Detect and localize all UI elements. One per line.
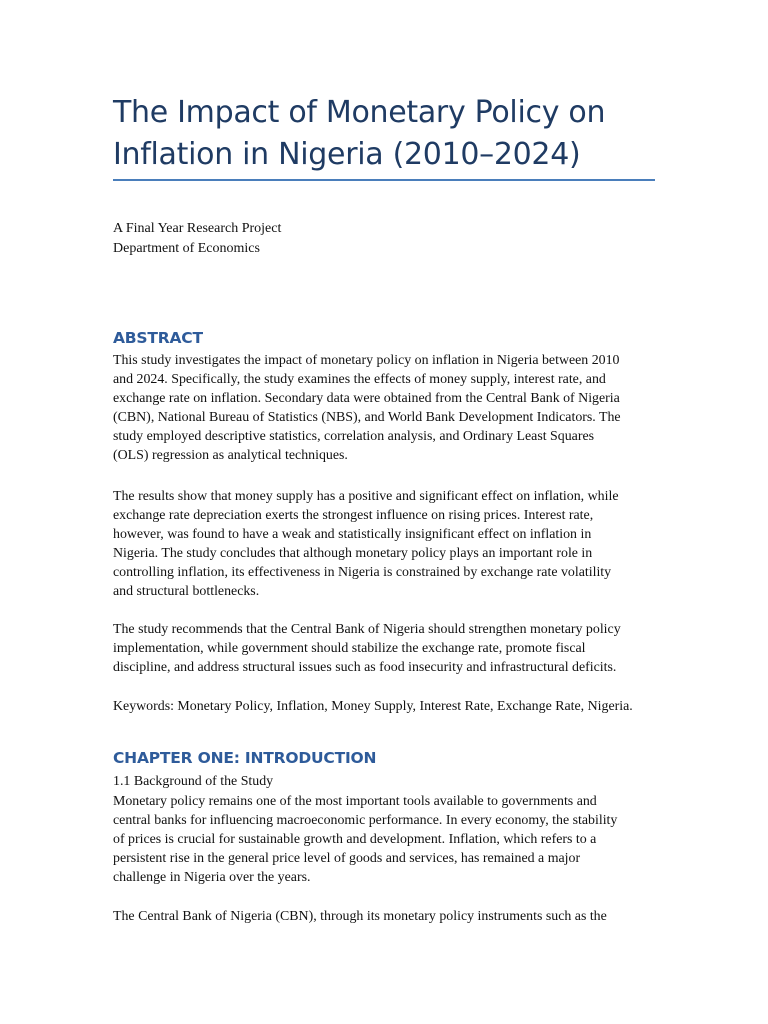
text-line: (OLS) regression as analytical techniques. [113,448,348,464]
subtitle-department-line: Department of Economics [113,240,260,256]
abstract-paragraph-2 [113,487,658,601]
text-line: and 2024. Specifically, the study examines the effects of money supply, interest rate, and [113,372,606,388]
title-underline-rule [113,179,655,181]
text-line: exchange rate on inflation. Secondary data were obtained from the Central Bank of Nigeria [113,391,620,407]
text-line: central banks for influencing macroeconomic performance. In every economy, the stability [113,813,618,829]
text-line: Nigeria. The study concludes that although monetary policy plays an important role in [113,546,593,562]
chapter-one-heading: CHAPTER ONE: INTRODUCTION [113,749,377,767]
keywords-line: Keywords: Monetary Policy, Inflation, Money Supply, Interest Rate, Exchange Rate, Nigeria. [113,699,633,714]
text-line: This study investigates the impact of monetary policy on inflation in Nigeria between 2010 [113,353,620,368]
text-line: implementation, while government should stabilize the exchange rate, promote fiscal [113,641,586,657]
chapter-one-paragraph-2 [113,907,658,926]
text-line: controlling inflation, its effectiveness in Nigeria is constrained by exchange rate volatility [113,565,612,581]
text-line: persistent rise in the general price level of goods and services, has remained a major [113,851,581,867]
text-line: and structural bottlenecks. [113,584,260,600]
abstract-paragraph-1 [113,351,658,465]
section-title-line: 1.1 Background of the Study [113,774,274,789]
chapter-one-paragraph-1 [113,792,658,887]
document-title [113,92,658,176]
subtitle-project-line: A Final Year Research Project [113,221,282,236]
text-line: Monetary policy remains one of the most important tools available to governments and [113,794,597,809]
text-line: The results show that money supply has a positive and significant effect on inflation, while [113,489,619,504]
text-line: study employed descriptive statistics, correlation analysis, and Ordinary Least Squares [113,429,595,445]
abstract-paragraph-3 [113,620,658,677]
abstract-heading: ABSTRACT [113,329,203,347]
abstract-keywords [113,697,658,716]
text-line: (CBN), National Bureau of Statistics (NBS), and World Bank Development Indicators. The [113,410,621,426]
text-line: however, was found to have a weak and statistically insignificant effect on inflation in [113,527,592,543]
title-line-2: Inflation in Nigeria (2010–2024) [113,137,581,172]
chapter-one-section-title [113,772,658,791]
text-line: exchange rate depreciation exerts the strongest influence on rising prices. Interest rate, [113,508,594,524]
text-line: of prices is crucial for sustainable growth and development. Inflation, which refers to a [113,832,597,848]
text-line: The study recommends that the Central Bank of Nigeria should strengthen monetary policy [113,622,621,637]
text-line: challenge in Nigeria over the years. [113,870,311,886]
document-subtitle [113,219,281,258]
title-line-1: The Impact of Monetary Policy on [113,95,606,130]
text-line: discipline, and address structural issues such as food insecurity and infrastructural deficits. [113,660,617,676]
text-line: The Central Bank of Nigeria (CBN), through its monetary policy instruments such as the [113,909,607,924]
